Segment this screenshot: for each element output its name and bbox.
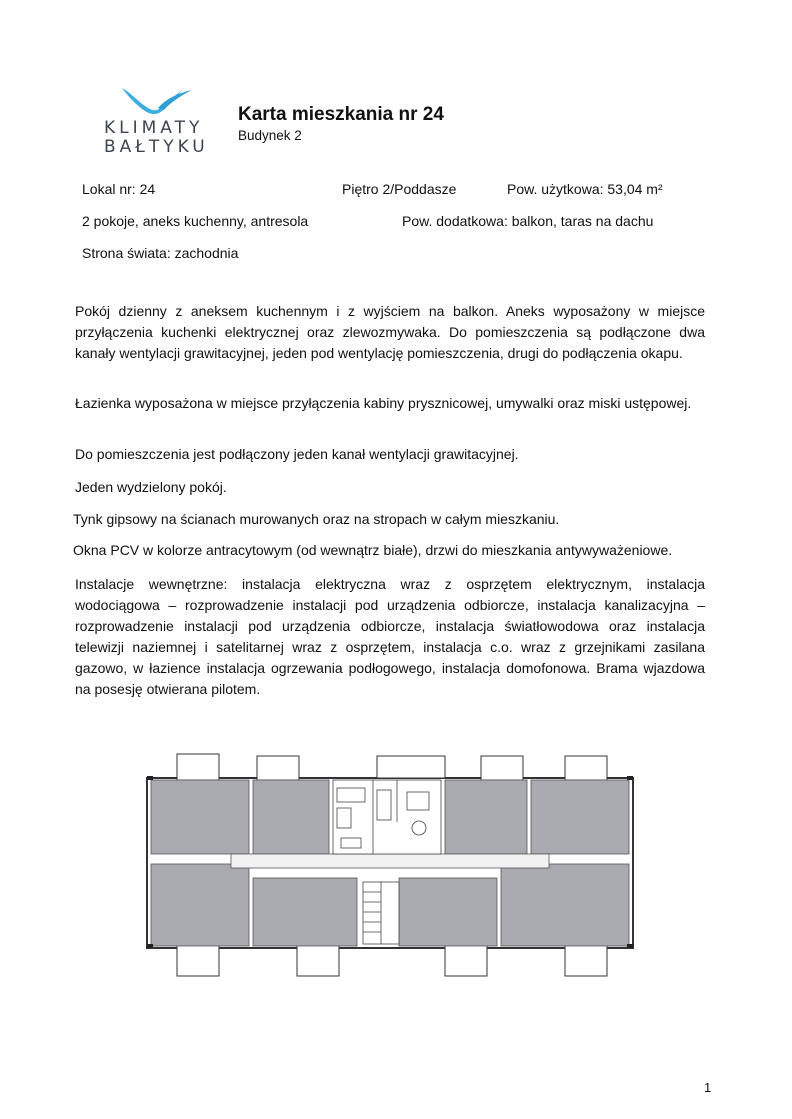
floor-plan-drawing <box>145 752 635 980</box>
usable-area: Pow. użytkowa: 53,04 m² <box>507 181 663 197</box>
unit-number: Lokal nr: 24 <box>82 181 156 197</box>
living-room-description: Pokój dzienny z aneksem kuchennym i z wyjściem na balkon. Aneks wyposażony w miejsce przyłączenia kuchenki elektrycznej oraz zlewozmywaka. Do pomieszczenia są podłączone dwa kanały wentylacji grawitacyjnej, jeden pod wentylację pomieszczenia, drugi do podłączenia okapu. <box>75 303 705 361</box>
installations-description: Instalacje wewnętrzne: instalacja elektryczna wraz z osprzętem elektrycznym, instalacja wodociągowa – rozprowadzenie instalacji pod urządzenia odbiorcze, instalacja kanalizacyjna – rozprowadzenie instalacji pod urządzenia odbiorcze, instalacja światłowodowa oraz instalacja telewizji naziemnej i satelitarnej wraz z osprzętem, instalacja c.o. wraz z grzejnikami zasilana gazowo, w łazience instalacja ogrzewania podłogowego, instalacja domofonowa. Brama wjazdowa na posesję otwierana pilotem. <box>75 576 705 697</box>
windows-description: Okna PCV w kolorze antracytowym (od wewnątrz białe), drzwi do mieszkania antywyważeniowe. <box>73 542 673 558</box>
room-description: Jeden wydzielony pokój. <box>75 479 227 495</box>
bird-logo-icon <box>120 86 200 116</box>
page-title: Karta mieszkania nr 24 <box>238 104 444 125</box>
logo-line-1: KLIMATY <box>104 118 204 138</box>
ventilation-description: Do pomieszczenia jest podłączony jeden kanał wentylacji grawitacyjnej. <box>75 446 519 462</box>
floor-plan <box>145 752 635 980</box>
logo-line-2: BAŁTYKU <box>104 137 209 157</box>
logo <box>100 86 220 160</box>
building-subtitle: Budynek 2 <box>238 128 302 143</box>
rooms-info: 2 pokoje, aneks kuchenny, antresola <box>82 213 309 229</box>
page-number: 1 <box>704 1080 712 1095</box>
plaster-description: Tynk gipsowy na ścianach murowanych oraz na stropach w całym mieszkaniu. <box>73 511 560 527</box>
additional-area: Pow. dodatkowa: balkon, taras na dachu <box>402 213 654 229</box>
orientation-info: Strona świata: zachodnia <box>82 245 239 261</box>
bathroom-description: Łazienka wyposażona w miejsce przyłączenia kabiny prysznicowej, umywalki oraz miski ustępowej. <box>75 395 692 411</box>
floor-info: Piętro 2/Poddasze <box>342 181 457 197</box>
